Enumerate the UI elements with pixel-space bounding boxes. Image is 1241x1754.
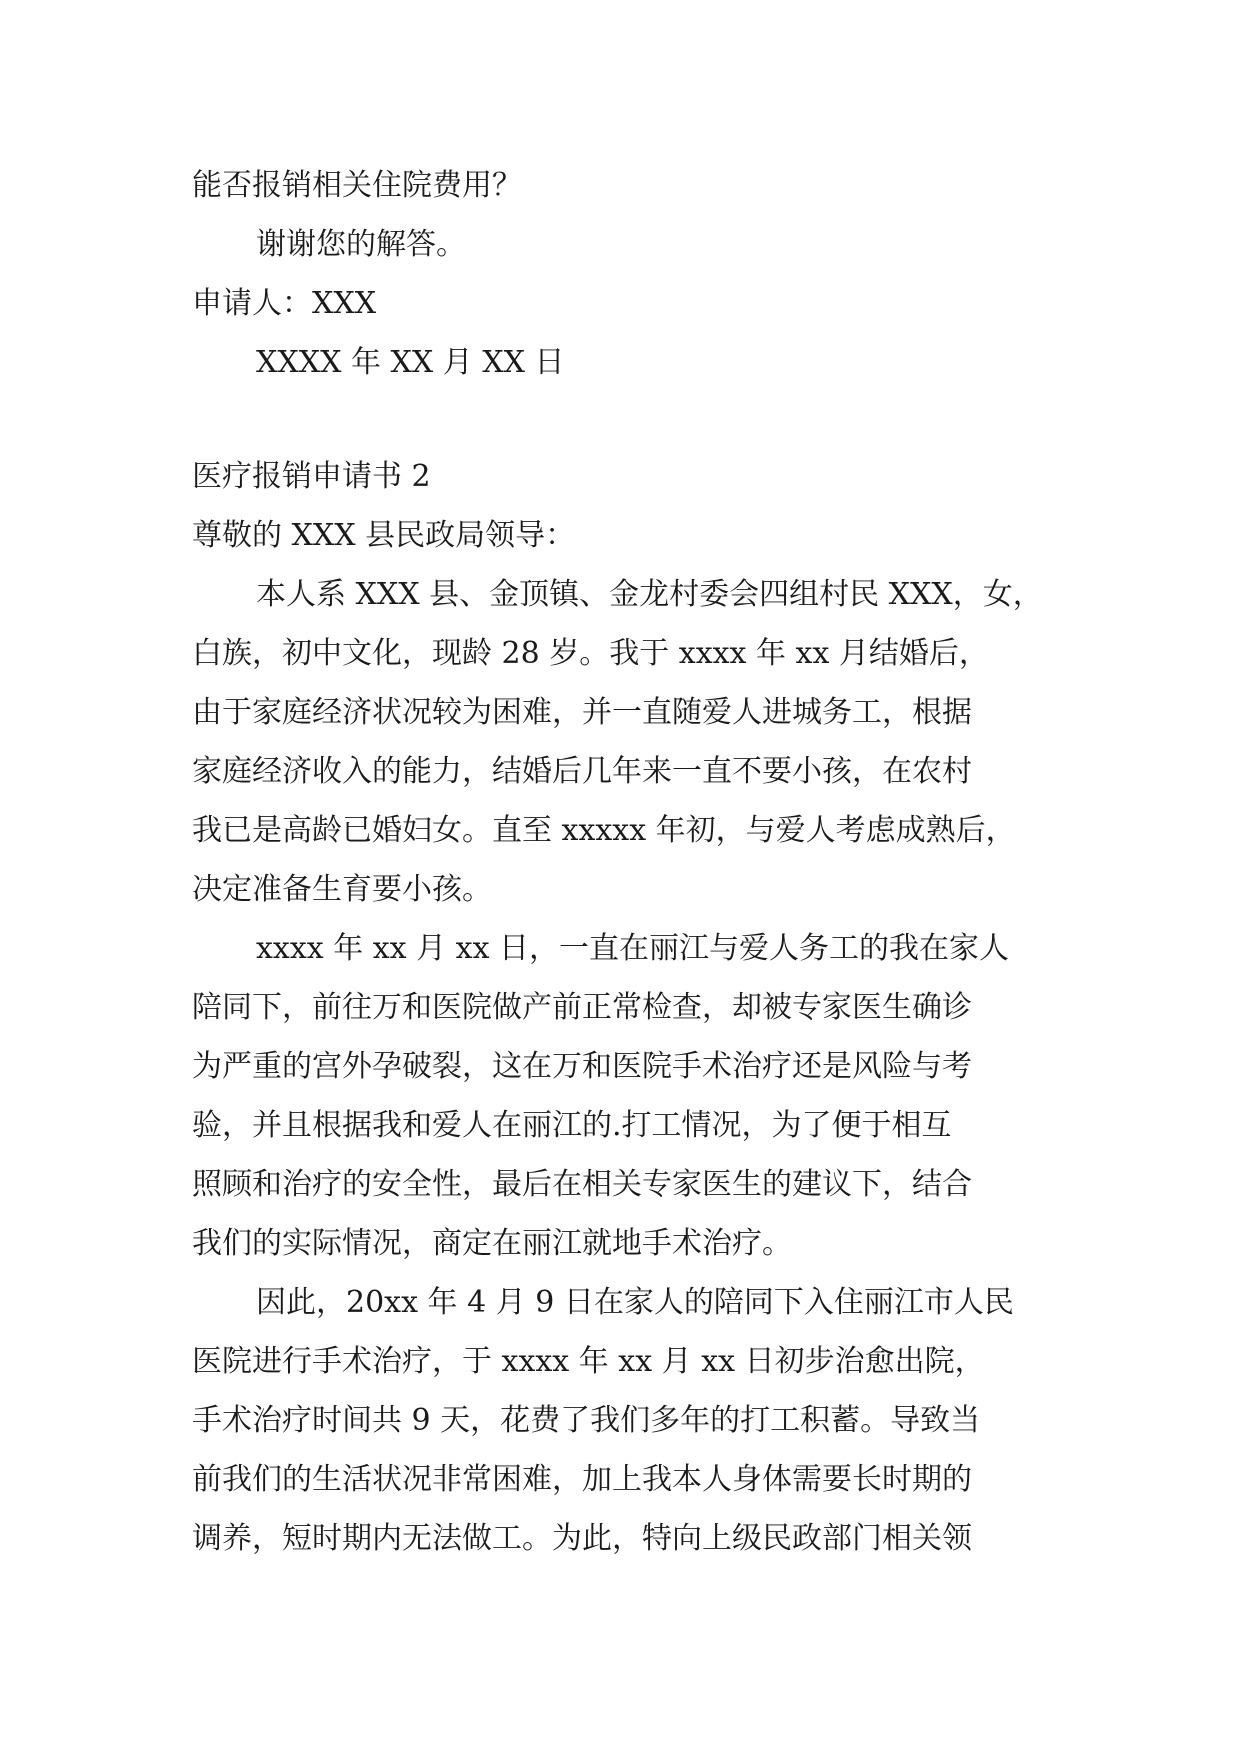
body-line: 白族，初中文化，现龄 28 岁。我于 xxxx 年 xx 月结婚后， [192,636,989,671]
body-line: 家庭经济收入的能力，结婚后几年来一直不要小孩，在农村 [192,754,972,789]
body-line: 本人系 XXX 县、金顶镇、金龙村委会四组村民 XXX，女， [256,577,1043,612]
body-line: 为严重的宫外孕破裂，这在万和医院手术治疗还是风险与考 [192,1049,972,1084]
body-line: 我已是高龄已婚妇女。直至 xxxxx 年初，与爱人考虑成熟后， [192,813,1016,848]
body-line: 手术治疗时间共 9 天，花费了我们多年的打工积蓄。导致当 [192,1403,981,1438]
body-line: 调养，短时期内无法做工。为此，特向上级民政部门相关领 [192,1521,972,1556]
applicant-line: 申请人：XXX [192,286,377,321]
body-line: 验，并且根据我和爱人在丽江的.打工情况，为了便于相互 [192,1108,952,1143]
body-line: 由于家庭经济状况较为困难，并一直随爱人进城务工，根据 [192,695,972,730]
section-gap [192,392,1072,447]
body-line: 因此，20xx 年 4 月 9 日在家人的陪同下入住丽江市人民 [256,1285,1014,1320]
body-line: 前我们的生活状况非常困难，加上我本人身体需要长时期的 [192,1462,972,1497]
date-line: XXXX 年 XX 月 XX 日 [256,345,565,380]
body-line: 医院进行手术治疗，于 xxxx 年 xx 月 xx 日初步治愈出院， [192,1344,985,1379]
document-body [192,156,1072,1568]
body-line: 陪同下，前往万和医院做产前正常检查，却被专家医生确诊 [192,990,972,1025]
closing-thanks-line: 谢谢您的解答。 [256,227,466,262]
body-line: 照顾和治疗的安全性，最后在相关专家医生的建议下，结合 [192,1167,972,1202]
section-title: 医疗报销申请书 2 [192,459,431,494]
salutation-line: 尊敬的 XXX 县民政局领导： [192,518,576,553]
closing-question-line: 能否报销相关住院费用？ [192,168,522,203]
body-line: xxxx 年 xx 月 xx 日，一直在丽江与爱人务工的我在家人 [256,931,1010,966]
body-line: 我们的实际情况，商定在丽江就地手术治疗。 [192,1226,792,1261]
body-line: 决定准备生育要小孩。 [192,872,492,907]
